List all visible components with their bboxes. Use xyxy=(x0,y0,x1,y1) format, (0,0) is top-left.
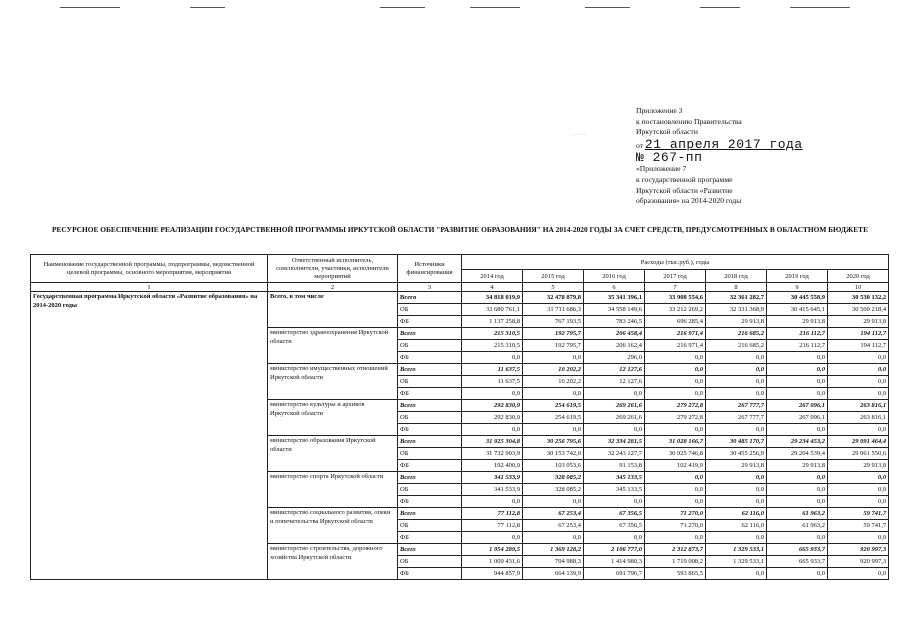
value-cell: 0,0 xyxy=(767,532,828,544)
value-cell: 704 988,3 xyxy=(523,556,584,568)
executor-cell: Всего, в том числе xyxy=(268,292,398,328)
value-cell: 0,0 xyxy=(706,532,767,544)
source-cell: Всего xyxy=(398,364,462,376)
column-number: 8 xyxy=(706,283,767,292)
resource-table xyxy=(30,254,889,580)
value-cell: 62 116,0 xyxy=(706,520,767,532)
table-row xyxy=(31,292,889,304)
column-number: 7 xyxy=(645,283,706,292)
value-cell: 0,0 xyxy=(767,352,828,364)
value-cell: 12 127,6 xyxy=(584,364,645,376)
value-cell: 0,0 xyxy=(828,532,889,544)
executor-cell: министерство спорта Иркутской области xyxy=(268,472,398,508)
value-cell: 2 106 777,0 xyxy=(584,544,645,556)
value-cell: 34 558 149,6 xyxy=(584,304,645,316)
value-cell: 71 270,0 xyxy=(645,508,706,520)
document-title: РЕСУРСНОЕ ОБЕСПЕЧЕНИЕ РЕАЛИЗАЦИИ ГОСУДАРСТВЕННОЙ ПРОГРАММЫ ИРКУТСКОЙ ОБЛАСТИ "РАЗВИТИЕ ОБРАЗОВАНИЯ" НА 2014-2020 ГОДЫ ЗА СЧЕТ СРЕДСТВ, ПРЕДУСМОТРЕННЫХ В ОБЛАСТНОМ БЮДЖЕТЕ xyxy=(51,225,869,234)
source-cell: ОБ xyxy=(398,376,462,388)
value-cell: 29 913,8 xyxy=(767,460,828,472)
value-cell: 11 637,5 xyxy=(462,376,523,388)
value-cell: 0,0 xyxy=(828,376,889,388)
value-cell: 0,0 xyxy=(706,484,767,496)
value-cell: 0,0 xyxy=(767,484,828,496)
value-cell: 1 719 008,2 xyxy=(645,556,706,568)
table-body xyxy=(31,292,889,580)
year-header: 2017 год xyxy=(645,270,706,283)
value-cell: 328 085,2 xyxy=(523,484,584,496)
value-cell: 0,0 xyxy=(523,532,584,544)
value-cell: 31 732 903,9 xyxy=(462,448,523,460)
value-cell: 67 356,5 xyxy=(584,520,645,532)
value-cell: 102 419,9 xyxy=(645,460,706,472)
source-cell: ФБ xyxy=(398,496,462,508)
value-cell: 30 925 746,8 xyxy=(645,448,706,460)
appendix-line: Иркутской области «Развитие xyxy=(636,185,733,195)
value-cell: 267 777,7 xyxy=(706,400,767,412)
source-cell: Всего xyxy=(398,400,462,412)
value-cell: 783 246,5 xyxy=(584,316,645,328)
value-cell: 0,0 xyxy=(706,352,767,364)
top-rule xyxy=(380,7,425,8)
year-header: 2015 год xyxy=(523,270,584,283)
value-cell: 1 369 128,2 xyxy=(523,544,584,556)
value-cell: 920 997,3 xyxy=(828,556,889,568)
column-number: 3 xyxy=(398,283,462,292)
value-cell: 0,0 xyxy=(462,352,523,364)
value-cell: 341 533,9 xyxy=(462,472,523,484)
appendix-line: «Приложение 7 xyxy=(636,164,687,174)
value-cell: 267 096,1 xyxy=(767,412,828,424)
value-cell: 192 400,9 xyxy=(462,460,523,472)
value-cell: 0,0 xyxy=(828,484,889,496)
value-cell: 0,0 xyxy=(462,532,523,544)
value-cell: 29 913,8 xyxy=(828,316,889,328)
column-number: 5 xyxy=(523,283,584,292)
value-cell: 30 455 256,9 xyxy=(706,448,767,460)
value-cell: 292 830,9 xyxy=(462,400,523,412)
value-cell: 269 261,6 xyxy=(584,412,645,424)
executor-cell: министерство образования Иркутской области xyxy=(268,436,398,472)
value-cell: 0,0 xyxy=(584,424,645,436)
value-cell: 30 256 795,6 xyxy=(523,436,584,448)
value-cell: 206 458,4 xyxy=(584,328,645,340)
source-cell: ОБ xyxy=(398,448,462,460)
top-rule xyxy=(585,7,630,8)
value-cell: 29 913,8 xyxy=(706,316,767,328)
value-cell: 267 096,1 xyxy=(767,400,828,412)
value-cell: 0,0 xyxy=(523,496,584,508)
value-cell: 292 830,9 xyxy=(462,412,523,424)
value-cell: 71 270,0 xyxy=(645,520,706,532)
value-cell: 0,0 xyxy=(706,364,767,376)
value-cell: 30 153 742,0 xyxy=(523,448,584,460)
value-cell: 216 971,4 xyxy=(645,340,706,352)
value-cell: 0,0 xyxy=(645,388,706,400)
value-cell: 33 908 554,6 xyxy=(645,292,706,304)
value-cell: 67 253,4 xyxy=(523,520,584,532)
value-cell: 2 312 873,7 xyxy=(645,544,706,556)
top-rule xyxy=(190,7,225,8)
date-value: 21 апреля 2017 года xyxy=(644,136,803,152)
program-name-cell: Государственная программа Иркутской области «Развитие образования» на 2014-2020 годы xyxy=(31,292,268,580)
value-cell: 0,0 xyxy=(584,496,645,508)
top-rule xyxy=(790,7,850,8)
value-cell: 0,0 xyxy=(828,472,889,484)
value-cell: 31 711 686,3 xyxy=(523,304,584,316)
source-cell: ОБ xyxy=(398,520,462,532)
source-cell: Всего xyxy=(398,472,462,484)
value-cell: 0,0 xyxy=(645,376,706,388)
value-cell: 29 061 550,6 xyxy=(828,448,889,460)
value-cell: 0,0 xyxy=(828,364,889,376)
value-cell: 0,0 xyxy=(828,424,889,436)
value-cell: 29 234 453,2 xyxy=(767,436,828,448)
value-cell: 0,0 xyxy=(767,388,828,400)
value-cell: 0,0 xyxy=(584,388,645,400)
top-rule xyxy=(700,7,740,8)
value-cell: 0,0 xyxy=(706,472,767,484)
value-cell: 29 913,8 xyxy=(706,460,767,472)
value-cell: 0,0 xyxy=(828,388,889,400)
value-cell: 32 331 368,9 xyxy=(706,304,767,316)
value-cell: 0,0 xyxy=(767,364,828,376)
date-prefix: от xyxy=(636,140,644,150)
value-cell: 59 741,7 xyxy=(828,508,889,520)
value-cell: 0,0 xyxy=(767,424,828,436)
value-cell: 0,0 xyxy=(645,472,706,484)
value-cell: 0,0 xyxy=(645,484,706,496)
appendix-line: к постановлению Правительства xyxy=(636,116,742,126)
appendix-line: Иркутской области xyxy=(636,127,698,137)
value-cell: 254 619,5 xyxy=(523,400,584,412)
column-number: 1 xyxy=(31,283,268,292)
year-header: 2019 год xyxy=(767,270,828,283)
col-header-expenses: Расходы (тыс.руб.), годы xyxy=(462,255,889,270)
source-cell: ОБ xyxy=(398,484,462,496)
value-cell: 32 478 879,8 xyxy=(523,292,584,304)
value-cell: 192 795,7 xyxy=(523,340,584,352)
value-cell: 77 112,8 xyxy=(462,508,523,520)
value-cell: 67 253,4 xyxy=(523,508,584,520)
value-cell: 29 204 539,4 xyxy=(767,448,828,460)
value-cell: 206 162,4 xyxy=(584,340,645,352)
year-header: 2018 год xyxy=(706,270,767,283)
source-cell: Всего xyxy=(398,544,462,556)
value-cell: 279 272,8 xyxy=(645,412,706,424)
value-cell: 30 530 132,2 xyxy=(828,292,889,304)
value-cell: 279 272,8 xyxy=(645,400,706,412)
value-cell: 91 153,8 xyxy=(584,460,645,472)
value-cell: 30 485 170,7 xyxy=(706,436,767,448)
column-number: 4 xyxy=(462,283,523,292)
executor-cell: министерство строительства, дорожного хозяйства Иркутской области xyxy=(268,544,398,580)
source-cell: ФБ xyxy=(398,532,462,544)
value-cell: 0,0 xyxy=(523,352,584,364)
source-cell: Всего xyxy=(398,328,462,340)
value-cell: 1 137 258,8 xyxy=(462,316,523,328)
value-cell: 32 334 281,5 xyxy=(584,436,645,448)
value-cell: 0,0 xyxy=(523,388,584,400)
value-cell: 0,0 xyxy=(462,424,523,436)
value-cell: 0,0 xyxy=(645,352,706,364)
resolution-number: № 267-пп xyxy=(636,150,703,166)
value-cell: 944 857,9 xyxy=(462,568,523,580)
value-cell: 254 619,5 xyxy=(523,412,584,424)
value-cell: 34 818 019,9 xyxy=(462,292,523,304)
source-cell: ФБ xyxy=(398,568,462,580)
executor-cell: министерство социального развития, опеки и попечительства Иркутской области xyxy=(268,508,398,544)
value-cell: 341 533,9 xyxy=(462,484,523,496)
value-cell: 194 112,7 xyxy=(828,340,889,352)
value-cell: 0,0 xyxy=(645,496,706,508)
value-cell: 10 202,2 xyxy=(523,364,584,376)
value-cell: 345 133,5 xyxy=(584,484,645,496)
value-cell: 920 997,3 xyxy=(828,544,889,556)
col-header-source: Источники финансирования xyxy=(398,255,462,283)
source-cell: ФБ xyxy=(398,316,462,328)
value-cell: 31 925 304,8 xyxy=(462,436,523,448)
value-cell: 345 133,5 xyxy=(584,472,645,484)
value-cell: 296,0 xyxy=(584,352,645,364)
column-number: 2 xyxy=(268,283,398,292)
value-cell: 665 933,7 xyxy=(767,556,828,568)
value-cell: 216 112,7 xyxy=(767,340,828,352)
value-cell: 77 112,8 xyxy=(462,520,523,532)
value-cell: 0,0 xyxy=(706,376,767,388)
number-row xyxy=(31,283,889,292)
appendix-line: к государственной программе xyxy=(636,174,733,184)
value-cell: 216 112,7 xyxy=(767,328,828,340)
value-cell: 59 741,7 xyxy=(828,520,889,532)
value-cell: 32 243 127,7 xyxy=(584,448,645,460)
header-row xyxy=(31,255,889,270)
col-header-name: Наименование государственной программы, подпрограммы, ведомственной целевой программы, основного мероприятия, мероприятия xyxy=(31,255,268,283)
value-cell: 263 816,1 xyxy=(828,412,889,424)
resolution-date xyxy=(636,138,886,152)
value-cell: 0,0 xyxy=(584,532,645,544)
value-cell: 31 028 166,7 xyxy=(645,436,706,448)
value-cell: 35 341 396,1 xyxy=(584,292,645,304)
value-cell: 0,0 xyxy=(706,388,767,400)
value-cell: 0,0 xyxy=(706,424,767,436)
value-cell: 0,0 xyxy=(828,352,889,364)
value-cell: 0,0 xyxy=(767,568,828,580)
value-cell: 215 310,5 xyxy=(462,340,523,352)
source-cell: ОБ xyxy=(398,556,462,568)
value-cell: 0,0 xyxy=(767,472,828,484)
value-cell: 61 963,2 xyxy=(767,508,828,520)
value-cell: 269 261,6 xyxy=(584,400,645,412)
value-cell: 696 285,4 xyxy=(645,316,706,328)
source-cell: ОБ xyxy=(398,340,462,352)
year-header: 2016 год xyxy=(584,270,645,283)
value-cell: 11 637,5 xyxy=(462,364,523,376)
top-rule xyxy=(60,7,120,8)
value-cell: 0,0 xyxy=(706,496,767,508)
source-cell: Всего xyxy=(398,508,462,520)
value-cell: 29 913,8 xyxy=(828,460,889,472)
value-cell: 1 009 431,6 xyxy=(462,556,523,568)
value-cell: 32 361 282,7 xyxy=(706,292,767,304)
value-cell: 192 795,7 xyxy=(523,328,584,340)
value-cell: 593 865,5 xyxy=(645,568,706,580)
value-cell: 29 091 464,4 xyxy=(828,436,889,448)
value-cell: 0,0 xyxy=(706,568,767,580)
value-cell: 103 053,6 xyxy=(523,460,584,472)
executor-cell: министерство здравоохранения Иркутской области xyxy=(268,328,398,364)
value-cell: 10 202,2 xyxy=(523,376,584,388)
value-cell: 0,0 xyxy=(767,496,828,508)
value-cell: 0,0 xyxy=(645,364,706,376)
value-cell: 30 415 645,1 xyxy=(767,304,828,316)
executor-cell: министерство имущественных отношений Иркутской области xyxy=(268,364,398,400)
value-cell: 62 116,0 xyxy=(706,508,767,520)
year-header: 2014 год xyxy=(462,270,523,283)
value-cell: 1 954 289,5 xyxy=(462,544,523,556)
value-cell: 328 085,2 xyxy=(523,472,584,484)
source-cell: ОБ xyxy=(398,304,462,316)
value-cell: 1 329 533,1 xyxy=(706,556,767,568)
value-cell: 33 680 761,1 xyxy=(462,304,523,316)
col-header-executor: Ответственный исполнитель, соисполнители, участники, исполнители мероприятий xyxy=(268,255,398,283)
top-rule xyxy=(470,7,520,8)
value-cell: 1 329 533,1 xyxy=(706,544,767,556)
value-cell: 665 933,7 xyxy=(767,544,828,556)
value-cell: 216 685,2 xyxy=(706,328,767,340)
column-number: 6 xyxy=(584,283,645,292)
value-cell: 1 414 980,3 xyxy=(584,556,645,568)
appendix-block xyxy=(636,106,886,207)
source-cell: ОБ xyxy=(398,412,462,424)
executor-cell: министерство культуры и архивов Иркутской области xyxy=(268,400,398,436)
value-cell: 194 112,7 xyxy=(828,328,889,340)
appendix-line: Приложение 3 xyxy=(636,106,683,115)
value-cell: 61 963,2 xyxy=(767,520,828,532)
value-cell: 30 500 218,4 xyxy=(828,304,889,316)
scan-mark: . ·· · · xyxy=(572,132,586,138)
year-header: 2020 год xyxy=(828,270,889,283)
value-cell: 0,0 xyxy=(523,424,584,436)
value-cell: 0,0 xyxy=(828,496,889,508)
value-cell: 0,0 xyxy=(767,376,828,388)
value-cell: 33 212 269,2 xyxy=(645,304,706,316)
value-cell: 12 127,6 xyxy=(584,376,645,388)
source-cell: ФБ xyxy=(398,424,462,436)
value-cell: 67 356,5 xyxy=(584,508,645,520)
value-cell: 0,0 xyxy=(645,532,706,544)
appendix-line: образования» на 2014-2020 годы xyxy=(636,196,742,206)
source-cell: ФБ xyxy=(398,352,462,364)
value-cell: 30 445 558,9 xyxy=(767,292,828,304)
source-cell: ФБ xyxy=(398,460,462,472)
value-cell: 215 310,5 xyxy=(462,328,523,340)
value-cell: 216 685,2 xyxy=(706,340,767,352)
value-cell: 267 777,7 xyxy=(706,412,767,424)
column-number: 10 xyxy=(828,283,889,292)
value-cell: 29 913,8 xyxy=(767,316,828,328)
value-cell: 216 971,4 xyxy=(645,328,706,340)
value-cell: 691 796,7 xyxy=(584,568,645,580)
value-cell: 0,0 xyxy=(645,424,706,436)
value-cell: 664 139,9 xyxy=(523,568,584,580)
value-cell: 0,0 xyxy=(462,496,523,508)
source-cell: Всего xyxy=(398,292,462,304)
value-cell: 0,0 xyxy=(462,388,523,400)
value-cell: 0,0 xyxy=(828,568,889,580)
source-cell: Всего xyxy=(398,436,462,448)
source-cell: ФБ xyxy=(398,388,462,400)
column-number: 9 xyxy=(767,283,828,292)
value-cell: 263 816,1 xyxy=(828,400,889,412)
value-cell: 767 193,5 xyxy=(523,316,584,328)
